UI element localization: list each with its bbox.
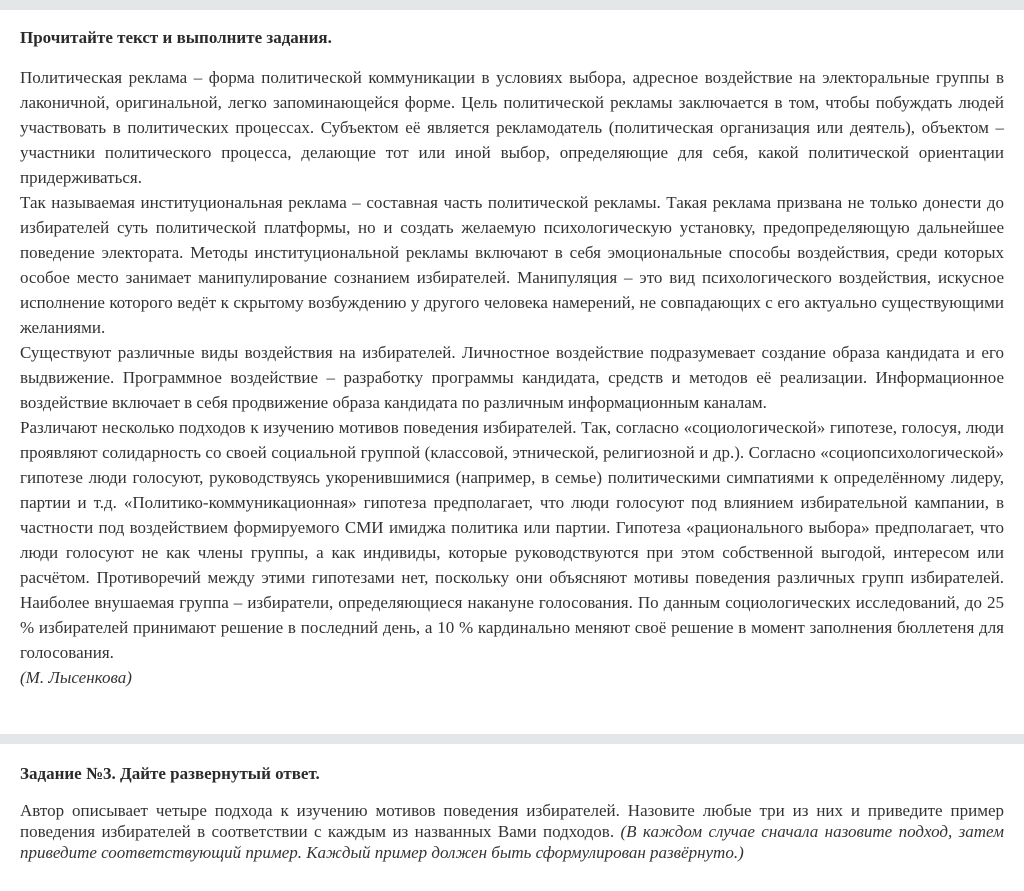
task-note: (В каждом случае сначала назовите подход, затем приведите соответствующий пример. Каждый пример должен быть сформулирован развёрнуто.) (20, 822, 1005, 862)
task-panel (0, 744, 1024, 863)
top-separator (0, 0, 1024, 10)
paragraph-2: Так называемая институциональная реклама – составная часть политической рекламы. Такая реклама призвана не только донести до избирателей суть политической платформы, но и создать желаемую психологическую установку, предопределяющую дальнейшее поведение электората. Методы институциональной рекламы включают в себя эмоциональные способы воздействия, среди которых особое место занимает манипулирование сознанием избирателей. Манипуляция – это вид психологического воздействия, искусное исполнение которого ведёт к скрытому возбуждению у другого человека намерений, не совпадающих с его актуально существующими желаниями. (20, 193, 1004, 337)
task-text (20, 800, 1004, 863)
reading-text-panel (0, 10, 1024, 690)
task-heading: Задание №3. Дайте развернутый ответ. (20, 764, 320, 783)
task-instruction: Автор описывает четыре подхода к изучению мотивов поведения избирателей. Назовите любые три из них и приведите пример поведения избирателей в соответствии с каждым из названных Вами подходов. (20, 801, 1004, 841)
paragraph-1: Политическая реклама – форма политической коммуникации в условиях выбора, адресное воздействие на электоральные группы в лаконичной, оригинальной, легко запоминающейся форме. Цель политической рекламы заключается в том, чтобы побуждать людей участвовать в политических процессах. Субъектом её является рекламодатель (политическая организация или деятель), объектом – участники политического процесса, делающие тот или иной выбор, определяющие для себя, какой политической ориентации придерживаться. (20, 68, 1004, 187)
author-attribution: (М. Лысенкова) (20, 668, 132, 687)
paragraph-3: Существуют различные виды воздействия на избирателей. Личностное воздействие подразумевает создание образа кандидата и его выдвижение. Программное воздействие – разработку программы кандидата, средств и методов её реализации. Информационное воздействие включает в себя продвижение образа кандидата по различным информационным каналам. (20, 343, 1004, 412)
reading-heading: Прочитайте текст и выполните задания. (20, 28, 332, 47)
reading-text-body (20, 65, 1004, 690)
paragraph-4: Различают несколько подходов к изучению мотивов поведения избирателей. Так, согласно «социологической» гипотезе, голосуя, люди проявляют солидарность со своей социальной группой (классовой, этнической, религиозной и др.). Согласно «социопсихологической» гипотезе люди голосуют, руководствуясь укоренившимися (например, в семье) политическими симпатиями к определённому лидеру, партии и т.д. «Политико-коммуникационная» гипотеза предполагает, что люди голосуют под влиянием избирательной кампании, в частности под воздействием формируемого СМИ имиджа политика или партии. Гипотеза «рационального выбора» предполагает, что люди голосуют не как члены группы, а как индивиды, которые руководствуются при этом собственной выгодой, интересом или расчётом. Противоречий между этими гипотезами нет, поскольку они объясняют мотивы поведения различных групп избирателей. Наиболее внушаемая группа – избиратели, определяющиеся накануне голосования. По данным социологических исследований, до 25 % избирателей принимают решение в последний день, а 10 % кардинально меняют своё решение в момент заполнения бюллетеня для голосования. (20, 418, 1004, 662)
section-separator (0, 734, 1024, 744)
task-body (20, 800, 1004, 863)
